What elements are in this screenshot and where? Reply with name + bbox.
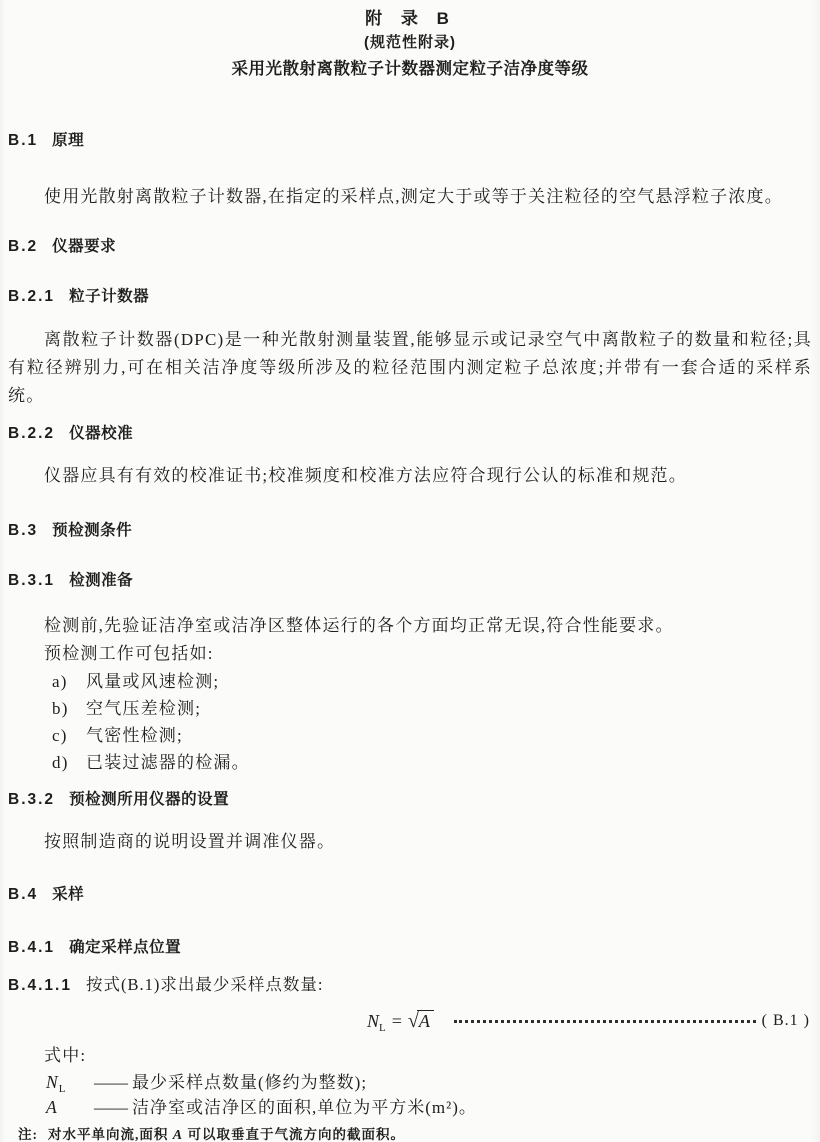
variable-description: 洁净室或洁净区的面积,单位为平方米(m²)。	[132, 1098, 477, 1117]
section-number: B.2.2	[8, 425, 56, 442]
section-number: B.2.1	[8, 288, 56, 305]
variable-description: 最少采样点数量(修约为整数);	[132, 1073, 368, 1092]
list-item-label: d)	[52, 753, 69, 772]
formula-expression	[367, 1010, 434, 1033]
section-title: 粒子计数器	[69, 288, 150, 305]
definition-dash: ——	[94, 1098, 128, 1117]
appendix-label: 附 录 B	[365, 9, 455, 28]
section-title: 仪器要求	[52, 238, 117, 255]
list-item	[8, 749, 812, 776]
list-item	[8, 722, 812, 749]
equals-sign: =	[391, 1010, 402, 1031]
section-heading-b3-1	[8, 571, 812, 591]
equation-b1	[8, 1008, 812, 1034]
section-title: 预检测所用仪器的设置	[69, 791, 230, 808]
section-title: 确定采样点位置	[69, 939, 182, 956]
section-heading-b4-1	[8, 938, 812, 958]
paragraph-b3-1: 检测前,先验证洁净室或洁净区整体运行的各个方面均正常无误,符合性能要求。	[44, 616, 674, 635]
section-number: B.2	[8, 238, 39, 255]
list-item-label: b)	[52, 699, 69, 718]
variable-symbol: $N_L$	[46, 1072, 67, 1095]
list-item-text: 已装过滤器的检漏。	[86, 753, 250, 772]
list-item	[8, 668, 812, 695]
formula-variable: N	[367, 1010, 380, 1031]
equation-number: ( B.1 )	[761, 1012, 810, 1029]
section-title: 仪器校准	[69, 425, 134, 442]
list-item-label: a)	[52, 672, 68, 691]
section-heading-b2-1	[8, 287, 812, 307]
section-number: B.3.2	[8, 791, 56, 808]
section-number: B.1	[8, 132, 39, 149]
list-item-text: 空气压差检测;	[86, 699, 202, 718]
section-heading-b1	[8, 131, 812, 151]
note-label: 注:	[18, 1127, 38, 1142]
section-title: 预检测条件	[52, 522, 133, 539]
section-title: 原理	[52, 132, 85, 149]
section-heading-b2-2	[8, 424, 812, 444]
list-item	[8, 695, 812, 722]
section-title: 采样	[52, 886, 85, 903]
note-variable: A	[172, 1128, 184, 1142]
section-heading-b3	[8, 521, 812, 541]
section-number: B.4	[8, 886, 39, 903]
section-heading-b4	[8, 885, 812, 905]
section-title: 检测准备	[69, 572, 134, 589]
paragraph-b1: 使用光散射离散粒子计数器,在指定的采样点,测定大于或等于关注粒径的空气悬浮粒子浓度。	[44, 187, 783, 206]
appendix-title: 采用光散射离散粒子计数器测定粒子洁净度等级	[231, 60, 589, 78]
section-heading-b4-1-1	[8, 975, 812, 996]
section-heading-b3-2	[8, 790, 812, 810]
paragraph-b2-2: 仪器应具有有效的校准证书;校准频度和校准方法应符合现行公认的标准和规范。	[44, 466, 687, 485]
section-number: B.3	[8, 522, 39, 539]
variable-symbol: A	[46, 1097, 58, 1117]
paragraph-b2-1: 离散粒子计数器(DPC)是一种光散射测量装置,能够显示或记录空气中离散粒子的数量和粒径;具有粒径辨别力,可在相关洁净度等级所涉及的粒径范围内测定粒子总浓度;并带有一套合适的采样系统。	[8, 330, 812, 405]
appendix-type: (规范性附录)	[364, 34, 456, 51]
list-item-text: 气密性检测;	[86, 726, 183, 745]
section-number: B.4.1.1	[8, 977, 72, 994]
section-inline-text: 按式(B.1)求出最少采样点数量:	[85, 975, 324, 994]
note	[8, 1125, 812, 1142]
note-text: 对水平单向流,面积 A 可以取垂直于气流方向的截面积。	[48, 1127, 405, 1142]
definition-dash: ——	[94, 1073, 128, 1092]
paragraph-b3-1-list-intro: 预检测工作可包括如:	[44, 644, 214, 663]
section-number: B.4.1	[8, 939, 56, 956]
square-root-sign: √	[407, 1009, 419, 1032]
formula-radicand: A	[417, 1010, 434, 1031]
paragraph-b3-2: 按照制造商的说明设置并调准仪器。	[44, 832, 336, 851]
variable-definition	[8, 1070, 812, 1095]
formula-subscript: L	[379, 1021, 386, 1034]
section-heading-b2	[8, 237, 812, 257]
dotted-leader	[454, 1020, 756, 1023]
list-item-label: c)	[52, 726, 68, 745]
list-item-text: 风量或风速检测;	[86, 672, 220, 691]
variable-definition	[8, 1095, 812, 1120]
section-number: B.3.1	[8, 572, 56, 589]
where-intro: 式中:	[44, 1046, 87, 1065]
